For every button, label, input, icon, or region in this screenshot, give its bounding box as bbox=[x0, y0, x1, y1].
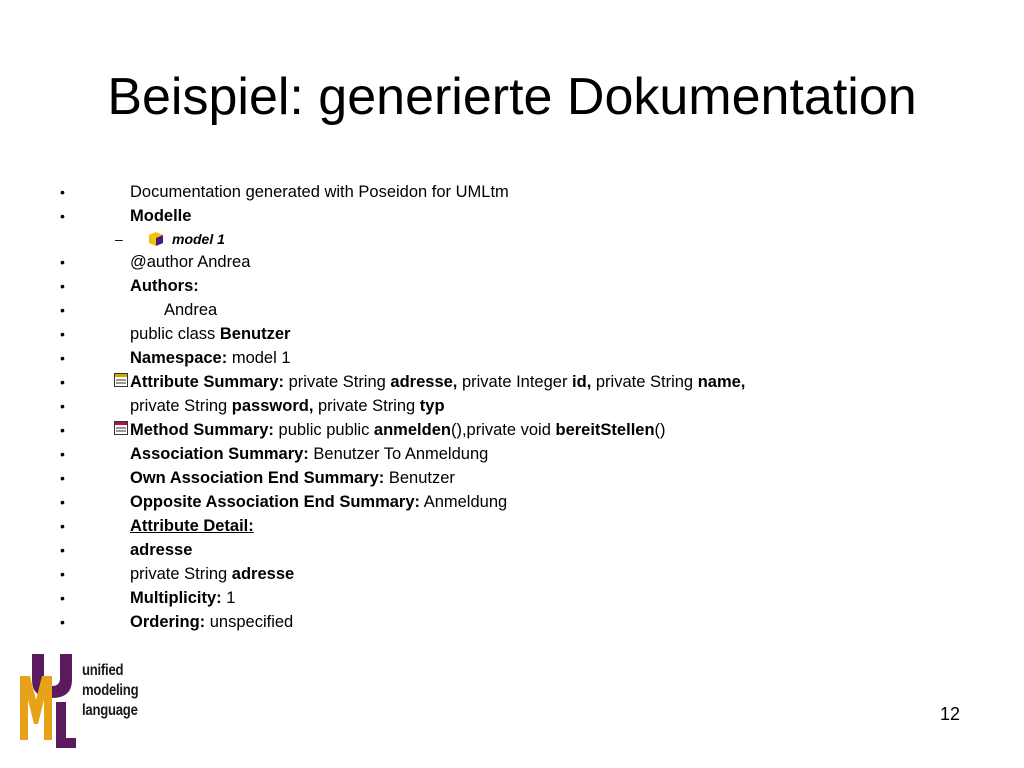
text-segment: adresse, bbox=[390, 373, 458, 391]
package-icon bbox=[148, 231, 172, 247]
bullet-marker: • bbox=[60, 350, 65, 366]
text-segment: Ordering: bbox=[130, 613, 206, 631]
bullet-marker: • bbox=[60, 302, 65, 318]
list-item bbox=[0, 204, 1024, 228]
list-item-text bbox=[130, 204, 191, 228]
list-item bbox=[0, 322, 1024, 346]
bullet-marker: • bbox=[60, 518, 65, 534]
text-segment: model 1 bbox=[227, 349, 291, 367]
list-item bbox=[0, 586, 1024, 610]
text-segment: bereitStellen bbox=[555, 421, 655, 439]
list-item bbox=[0, 610, 1024, 634]
text-segment: unspecified bbox=[205, 613, 294, 631]
text-segment: Documentation generated with Poseidon for UMLtm bbox=[130, 183, 509, 201]
bullet-marker: • bbox=[60, 422, 65, 438]
text-segment: Association Summary: bbox=[130, 445, 309, 463]
text-segment: Own Association End Summary: bbox=[130, 469, 385, 487]
list-item-text bbox=[130, 370, 745, 394]
list-item-text bbox=[130, 418, 666, 442]
bullet-marker: • bbox=[60, 566, 65, 582]
list-item-text bbox=[130, 538, 192, 562]
text-segment: id, bbox=[572, 373, 592, 391]
list-item-text bbox=[130, 322, 290, 346]
logo-text bbox=[82, 661, 138, 721]
sub-list-item bbox=[0, 228, 1024, 250]
list-item bbox=[0, 490, 1024, 514]
text-segment: password, bbox=[231, 397, 314, 415]
text-segment: private String bbox=[284, 373, 391, 391]
text-segment: public class bbox=[130, 325, 220, 343]
list-item-text bbox=[130, 610, 293, 634]
page-number: 12 bbox=[939, 704, 960, 724]
list-item-text bbox=[148, 228, 225, 250]
bullet-marker: • bbox=[60, 542, 65, 558]
logo-line-language: language bbox=[82, 702, 138, 719]
text-segment: Benutzer bbox=[384, 469, 455, 487]
text-segment: adresse bbox=[231, 565, 295, 583]
list-item bbox=[0, 418, 1024, 442]
bullet-marker: • bbox=[60, 494, 65, 510]
list-item bbox=[0, 466, 1024, 490]
text-segment: adresse bbox=[130, 541, 193, 559]
bullet-marker: • bbox=[60, 254, 65, 270]
text-segment: Anmeldung bbox=[420, 493, 508, 511]
list-item-text bbox=[130, 274, 199, 298]
list-item-text bbox=[130, 490, 507, 514]
list-item-text bbox=[130, 298, 217, 322]
text-segment: private String bbox=[130, 565, 232, 583]
text-segment: typ bbox=[419, 397, 445, 415]
text-segment: Attribute Summary: bbox=[130, 373, 285, 391]
text-segment: public public bbox=[273, 421, 374, 439]
bullet-list bbox=[0, 180, 1024, 634]
list-item-text bbox=[130, 586, 235, 610]
dash-bullet: – bbox=[115, 231, 123, 247]
text-segment: private String bbox=[591, 373, 698, 391]
text-segment: Method Summary: bbox=[130, 421, 274, 439]
list-item-text bbox=[130, 466, 455, 490]
slide-title: Beispiel: generierte Dokumentation bbox=[107, 68, 917, 126]
bullet-marker: • bbox=[60, 590, 65, 606]
text-segment: Multiplicity: bbox=[130, 589, 222, 607]
text-segment: Attribute Detail: bbox=[130, 517, 254, 535]
list-item bbox=[0, 514, 1024, 538]
text-segment: private String bbox=[313, 397, 420, 415]
list-item-text bbox=[130, 250, 250, 274]
bullet-marker: • bbox=[60, 398, 65, 414]
text-segment: model 1 bbox=[172, 231, 225, 247]
text-segment: name, bbox=[697, 373, 746, 391]
text-segment: anmelden bbox=[373, 421, 451, 439]
list-item-text bbox=[130, 514, 254, 538]
text-segment: Benutzer To Anmeldung bbox=[308, 445, 489, 463]
bullet-marker: • bbox=[60, 614, 65, 630]
list-item-text bbox=[130, 562, 294, 586]
text-segment: Andrea bbox=[164, 301, 218, 319]
text-segment: () bbox=[654, 421, 666, 439]
bullet-marker: • bbox=[60, 470, 65, 486]
list-item bbox=[0, 298, 1024, 322]
list-item-text bbox=[130, 180, 509, 204]
list-item bbox=[0, 370, 1024, 394]
bullet-marker: • bbox=[60, 208, 65, 224]
text-segment: Modelle bbox=[130, 207, 192, 225]
text-segment: Benutzer bbox=[219, 325, 291, 343]
list-item bbox=[0, 180, 1024, 204]
text-segment: @author Andrea bbox=[130, 253, 251, 271]
list-item-text bbox=[130, 442, 488, 466]
logo-line-modeling: modeling bbox=[82, 682, 139, 699]
bullet-marker: • bbox=[60, 326, 65, 342]
text-segment: Authors: bbox=[130, 277, 199, 295]
list-item bbox=[0, 562, 1024, 586]
text-segment: private Integer bbox=[457, 373, 573, 391]
bullet-marker: • bbox=[60, 184, 65, 200]
list-item bbox=[0, 274, 1024, 298]
bullet-marker: • bbox=[60, 446, 65, 462]
text-segment: Namespace: bbox=[130, 349, 228, 367]
text-segment: (),private void bbox=[450, 421, 556, 439]
list-item bbox=[0, 250, 1024, 274]
list-item-text bbox=[130, 346, 291, 370]
list-item-text bbox=[130, 394, 445, 418]
bullet-marker: • bbox=[60, 278, 65, 294]
list-item bbox=[0, 442, 1024, 466]
text-segment: Opposite Association End Summary: bbox=[130, 493, 421, 511]
list-item bbox=[0, 394, 1024, 418]
text-segment: 1 bbox=[221, 589, 236, 607]
list-item bbox=[0, 538, 1024, 562]
text-segment: private String bbox=[130, 397, 232, 415]
bullet-marker: • bbox=[60, 374, 65, 390]
logo-line-unified: unified bbox=[82, 662, 124, 679]
list-item bbox=[0, 346, 1024, 370]
